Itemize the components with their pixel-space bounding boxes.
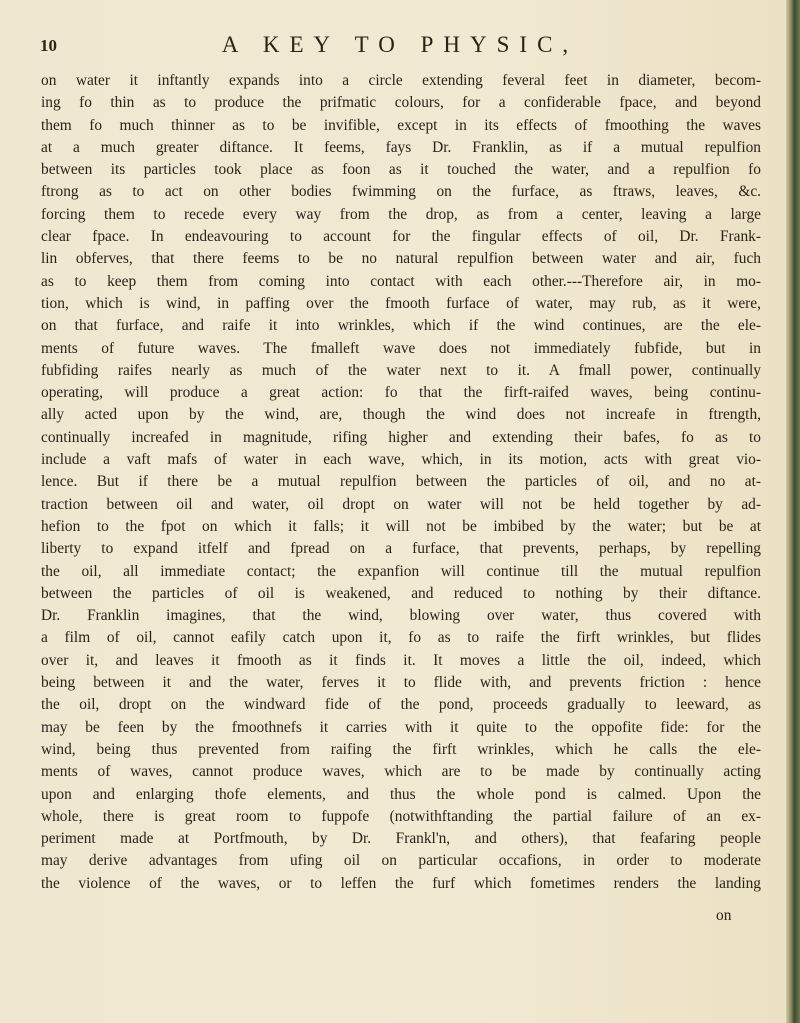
- text-line: include a vaft mafs of water in each wave, which, in its motion, acts with great vio-: [41, 451, 761, 469]
- text-line: Dr. Franklin imagines, that the wind, blowing over water, thus covered with: [41, 607, 761, 625]
- page-edge: [786, 0, 800, 1023]
- text-line: ally acted upon by the wind, are, though the wind does not increafe in ftrength,: [41, 406, 761, 424]
- text-line: operating, will produce a great action: fo that the firft-raifed waves, being continu-: [41, 384, 761, 402]
- text-line: wind, being thus prevented from raifing the firft wrinkles, which he calls the ele-: [41, 740, 761, 758]
- text-line: traction between oil and water, oil dropt on water will not be held together by ad-: [41, 495, 761, 513]
- catchword: on: [716, 907, 732, 924]
- text-line: may derive advantages from ufing oil on particular occafions, in order to moderate: [41, 852, 761, 870]
- text-line: on that furface, and raife it into wrinkles, which if the wind continues, are the ele-: [41, 317, 761, 335]
- text-line: as to keep them from coming into contact with each other.---Therefore air, in mo-: [41, 272, 761, 290]
- text-line: whole, there is great room to fuppofe (notwithftanding the partial failure of an ex-: [41, 807, 761, 825]
- text-line: lence. But if there be a mutual repulfion between the particles of oil, and no at-: [41, 473, 761, 491]
- text-line: the violence of the waves, or to leffen the furf which fometimes renders the landing: [41, 874, 761, 892]
- text-line: the oil, dropt on the windward fide of the pond, proceeds gradually to leeward, as: [41, 696, 761, 714]
- text-line: clear fpace. In endeavouring to account for the fingular effects of oil, Dr. Frank-: [41, 228, 761, 246]
- text-line: over it, and leaves it fmooth as it finds it. It moves a little the oil, indeed, which: [41, 651, 761, 669]
- text-line: at a much greater diftance. It feems, fays Dr. Franklin, as if a mutual repulfion: [41, 138, 761, 156]
- text-line: hefion to the fpot on which it falls; it will not be imbibed by the water; but be at: [41, 517, 761, 535]
- text-line: between the particles of oil is weakened, and reduced to nothing by their diftance.: [41, 584, 761, 602]
- text-line: lin obferves, that there feems to be no natural repulfion between water and air, fuch: [41, 250, 761, 268]
- text-line: may be feen by the fmoothnefs it carries with it quite to the oppofite fide: for the: [41, 718, 761, 736]
- text-line: forcing them to recede every way from the drop, as from a center, leaving a large: [41, 205, 761, 223]
- text-line: ments of waves, cannot produce waves, which are to be made by continually acting: [41, 763, 761, 781]
- text-line: fubfiding raifes nearly as much of the water next to it. A fmall power, continually: [41, 361, 761, 379]
- text-line: upon and enlarging thofe elements, and thus the whole pond is calmed. Upon the: [41, 785, 761, 803]
- text-line: continually increafed in magnitude, rifing higher and extending their bafes, fo as to: [41, 428, 761, 446]
- text-line: liberty to expand itfelf and fpread on a furface, that prevents, perhaps, by repelling: [41, 540, 761, 558]
- text-line: between its particles took place as foon as it touched the water, and a repulfion fo: [41, 161, 761, 179]
- text-line: ing fo thin as to produce the prifmatic colours, for a confiderable fpace, and beyond: [41, 94, 761, 112]
- text-line: the oil, all immediate contact; the expanfion will continue till the mutual repulfion: [41, 562, 761, 580]
- body-text: [41, 70, 761, 895]
- text-line: them fo much thinner as to be invifible, except in its effects of fmoothing the waves: [41, 116, 761, 134]
- text-line: tion, which is wind, in paffing over the fmooth furface of water, may rub, as it were,: [41, 294, 761, 312]
- text-line: ments of future waves. The fmalleft wave does not immediately fubfide, but in: [41, 339, 761, 357]
- text-line: periment made at Portfmouth, by Dr. Frankl'n, and others), that feafaring people: [41, 830, 761, 848]
- page-number: 10: [40, 36, 57, 55]
- text-line: ftrong as to act on other bodies fwimming on the furface, as ftraws, leaves, &c.: [41, 183, 761, 201]
- text-line: being between it and the water, ferves it to flide with, and prevents friction : hence: [41, 674, 761, 692]
- running-head: A KEY TO PHYSIC,: [221, 32, 579, 57]
- page-header: [40, 32, 760, 62]
- text-line: on water it inftantly expands into a circle extending feveral feet in diameter, becom-: [41, 72, 761, 89]
- text-line: a film of oil, cannot eafily catch upon it, fo as to raife the firft wrinkles, but flides: [41, 629, 761, 647]
